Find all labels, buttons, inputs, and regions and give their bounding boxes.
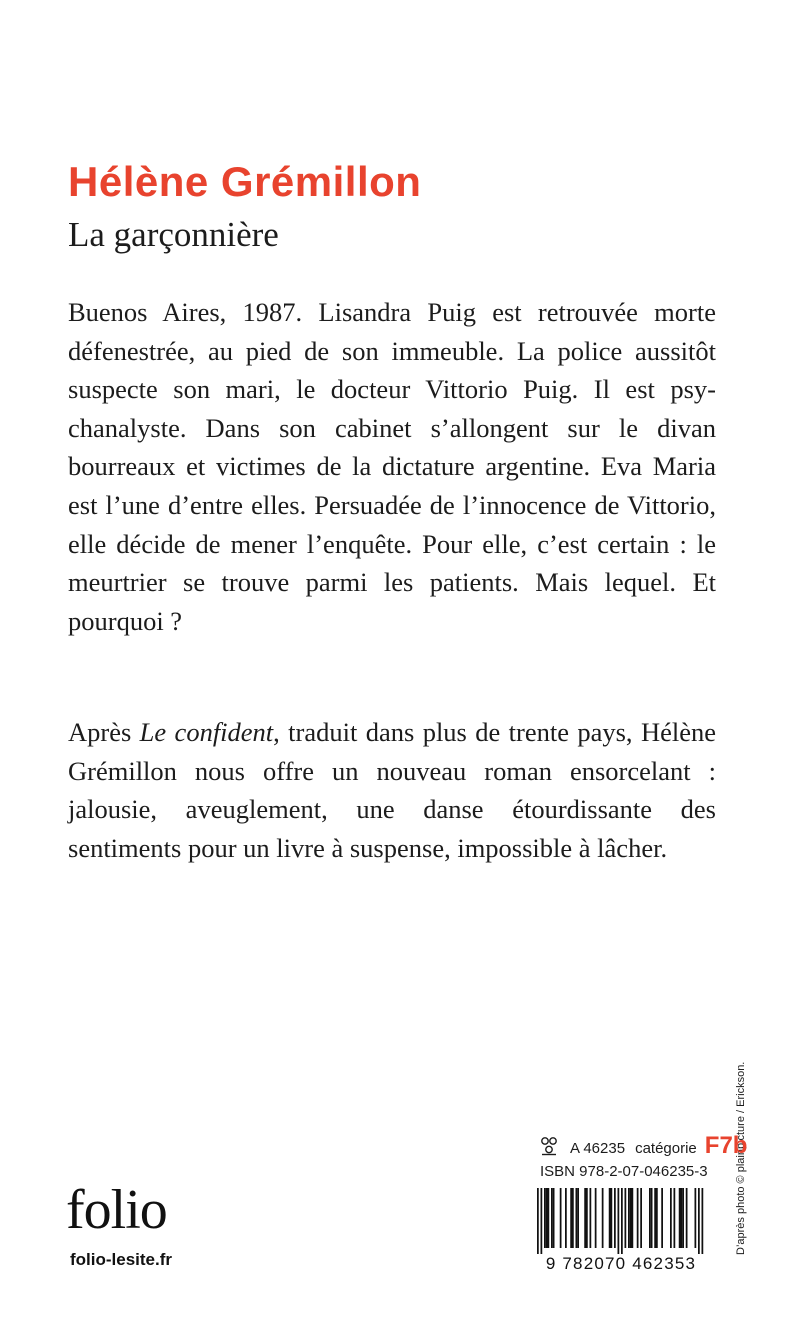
category-label: catégorie	[635, 1140, 697, 1157]
barcode-bar	[537, 1188, 539, 1254]
barcode-bar	[618, 1188, 620, 1254]
folio-stacked-circles-icon	[538, 1135, 560, 1157]
folio-logo: folio	[66, 1179, 167, 1241]
barcode-bar	[640, 1188, 642, 1248]
barcode-bar	[686, 1188, 688, 1248]
previous-book-title: Le confident	[139, 717, 274, 747]
reference-number: A 46235	[570, 1140, 626, 1157]
isbn: ISBN 978-2-07-046235-3	[540, 1163, 708, 1180]
barcode-bar	[584, 1188, 586, 1248]
barcode-bar	[651, 1188, 653, 1248]
barcode-bar	[621, 1188, 623, 1254]
barcode-bar	[674, 1188, 676, 1248]
barcode-bar	[541, 1188, 543, 1254]
barcode-bar	[548, 1188, 550, 1248]
barcode-bar	[565, 1188, 567, 1248]
book-title: La garçonnière	[68, 215, 279, 254]
blurb-text-after: , traduit dans plus de trente pays, Hélène Grémillon nous offre un nouveau roman ensorcelant : jalousie, aveuglement, une danse étourdissante des sentiments pour un livre à suspense, impossible à lâcher.	[68, 717, 716, 863]
barcode-bar	[649, 1188, 651, 1248]
barcode-bar	[586, 1188, 588, 1248]
barcode-bar	[560, 1188, 562, 1248]
barcode-bar	[590, 1188, 592, 1248]
barcode-bar	[602, 1188, 604, 1248]
barcode-bars	[537, 1188, 703, 1254]
barcode-bar	[609, 1188, 611, 1248]
barcode-bar	[551, 1188, 553, 1248]
barcode-bar	[682, 1188, 684, 1248]
barcode-bar	[695, 1188, 697, 1248]
barcode	[521, 1188, 711, 1272]
barcode-bar	[628, 1188, 630, 1248]
barcode-bar	[553, 1188, 555, 1248]
barcode-bar	[637, 1188, 639, 1248]
barcode-bar	[670, 1188, 672, 1248]
barcode-bar	[572, 1188, 574, 1248]
barcode-bar	[679, 1188, 681, 1248]
barcode-bar	[570, 1188, 572, 1248]
barcode-bar	[544, 1188, 546, 1248]
barcode-bar	[577, 1188, 579, 1248]
barcode-bar	[656, 1188, 658, 1248]
barcode-bar	[611, 1188, 613, 1248]
blurb-text-before: Après	[68, 717, 140, 747]
barcode-bar	[654, 1188, 656, 1248]
photo-credit: D’après photo © plainpicture / Erickson.	[735, 1061, 747, 1255]
barcode-bar	[632, 1188, 634, 1248]
blurb-paragraph-2	[68, 713, 716, 867]
barcode-bar	[576, 1188, 578, 1248]
barcode-bar	[595, 1188, 597, 1248]
barcode-bar	[698, 1188, 700, 1254]
barcode-bar	[546, 1188, 548, 1248]
barcode-bar	[614, 1188, 616, 1248]
blurb-paragraph-1: Buenos Aires, 1987. Lisandra Puig est retrouvée morte défenestrée, au pied de son immeuble. La police aussitôt suspecte son mari, le docteur Vittorio Puig. Il est psychanalyste. Dans son cabinet s’allongent sur le divan bourreaux et victimes de la dictature argentine. Eva Maria est l’une d’entre elles. Persuadée de l’innocence de Vittorio, elle décide de mener l’enquête. Pour elle, c’est certain : le meurtrier se trouve parmi les patients. Mais lequel. Et pourquoi ?	[68, 297, 716, 636]
category-code: F7b	[704, 1132, 748, 1159]
barcode-bar	[630, 1188, 632, 1248]
publisher-website: folio-lesite.fr	[70, 1250, 173, 1269]
author-name: Hélène Grémillon	[68, 158, 422, 205]
barcode-digits: 9 782070 462353	[545, 1254, 697, 1272]
barcode-bar	[681, 1188, 683, 1248]
barcode-bar	[625, 1188, 627, 1248]
barcode-bar	[702, 1188, 704, 1254]
product-code-row	[538, 1132, 747, 1160]
barcode-bar	[661, 1188, 663, 1248]
